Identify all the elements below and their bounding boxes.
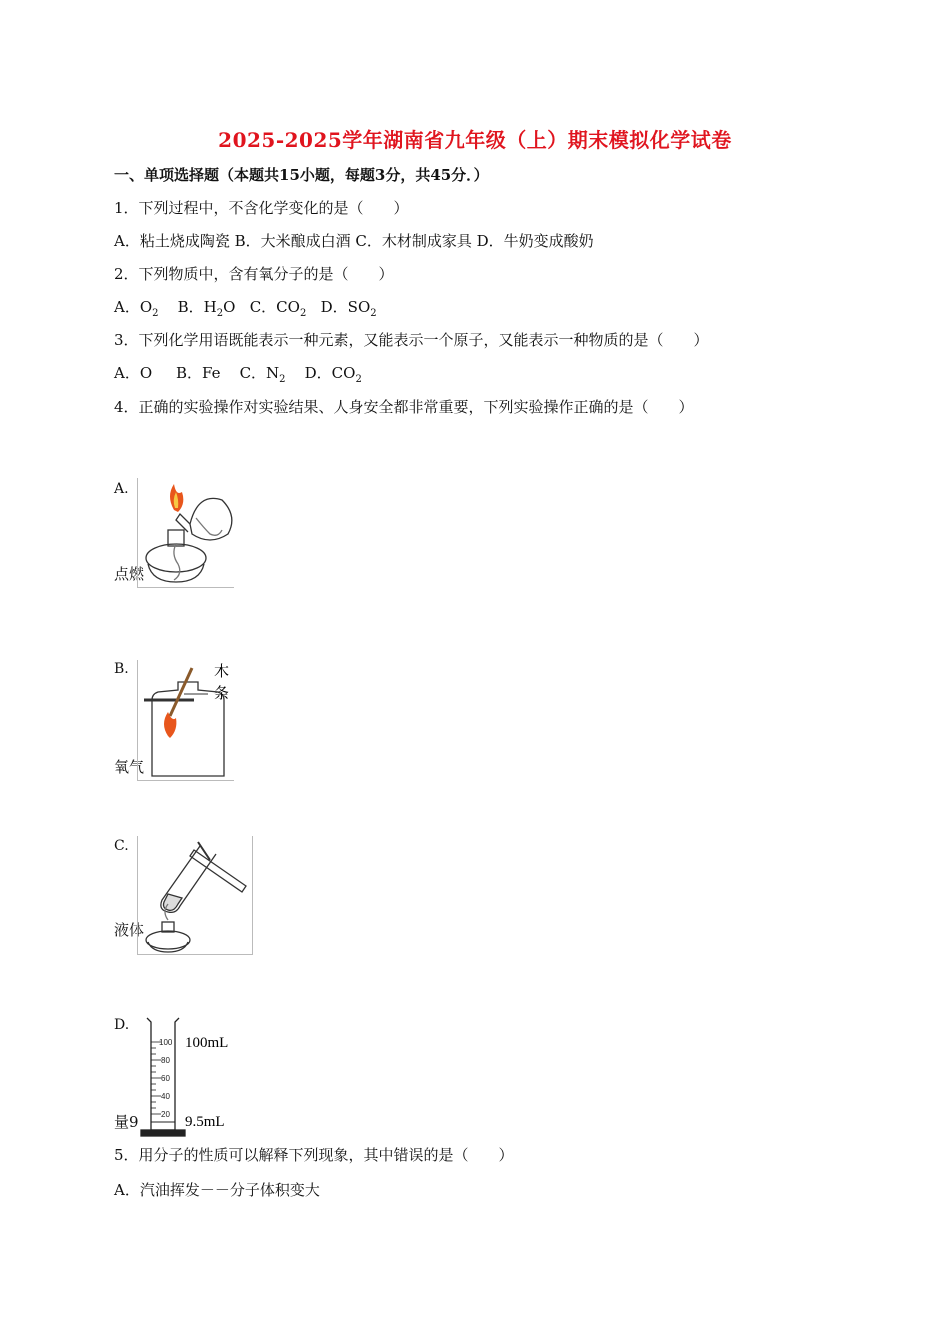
q1-stem: 1．下列过程中，不含化学变化的是（ ）	[114, 199, 409, 217]
q2-option-a: A．$O_2$	[114, 298, 159, 319]
q3-stem: 3．下列化学用语既能表示一种元素，又能表示一个原子，又能表示一种物质的是（ ）	[114, 331, 709, 349]
q5-stem: 5．用分子的性质可以解释下列现象，其中错误的是（ ）	[114, 1146, 514, 1164]
tick-label-20: 20	[161, 1110, 170, 1119]
q4-option-c-label: C.	[114, 838, 129, 854]
stick-label-1: 木	[214, 663, 230, 680]
q4-option-b-caption: 氧气	[114, 758, 145, 776]
section-heading: 一、单项选择题（本题共15小题，每题3分，共45分．）	[114, 166, 489, 184]
q3-option-a: A．O	[114, 364, 153, 382]
q2-options	[114, 296, 377, 319]
alcohol-lamp-figure	[137, 478, 234, 588]
test-tube-heating-figure	[137, 836, 253, 955]
q4-option-b-label: B.	[114, 661, 129, 677]
q2-option-b: B．$H_2O$	[177, 298, 236, 319]
tick-label-80: 80	[161, 1056, 170, 1065]
stick-label-2: 条	[214, 685, 230, 702]
q2-stem: 2．下列物质中，含有氧分子的是（ ）	[114, 265, 394, 283]
tick-label-60: 60	[161, 1074, 170, 1083]
q3-options	[114, 362, 362, 385]
gas-bottle-figure	[137, 660, 234, 781]
q4-option-d-caption: 量9	[114, 1113, 139, 1131]
q1-options: A．粘土烧成陶瓷 B．大米酿成白酒 C．木材制成家具 D．牛奶变成酸奶	[114, 232, 594, 250]
q5-option-a: A．汽油挥发－－分子体积变大	[114, 1181, 320, 1199]
q3-option-b: B．Fe	[175, 364, 221, 382]
tick-label-100: 100	[159, 1038, 173, 1047]
q3-option-c: C．$N_2$	[239, 364, 286, 385]
tick-label-40: 40	[161, 1092, 170, 1101]
cylinder-ticks	[151, 1042, 161, 1114]
cylinder-capacity-label: 100mL	[185, 1035, 229, 1051]
q4-option-a-label: A.	[114, 481, 129, 497]
q2-option-c: C．$CO_2$	[249, 298, 307, 319]
q4-option-d-label: D.	[114, 1017, 130, 1033]
q2-option-d: D．$SO_2$	[320, 298, 377, 319]
q4-option-c-caption: 液体	[114, 921, 145, 939]
q4-option-a-caption: 点燃	[114, 565, 145, 583]
graduated-cylinder-figure	[137, 1014, 237, 1140]
page-title: 2025-2025学年湖南省九年级（上）期末模拟化学试卷	[218, 128, 732, 152]
q3-option-d: D．$CO_2$	[304, 364, 362, 385]
cylinder-reading-label: 9.5mL	[185, 1114, 225, 1130]
q4-stem: 4．正确的实验操作对实验结果、人身安全都非常重要，下列实验操作正确的是（ ）	[114, 398, 694, 416]
